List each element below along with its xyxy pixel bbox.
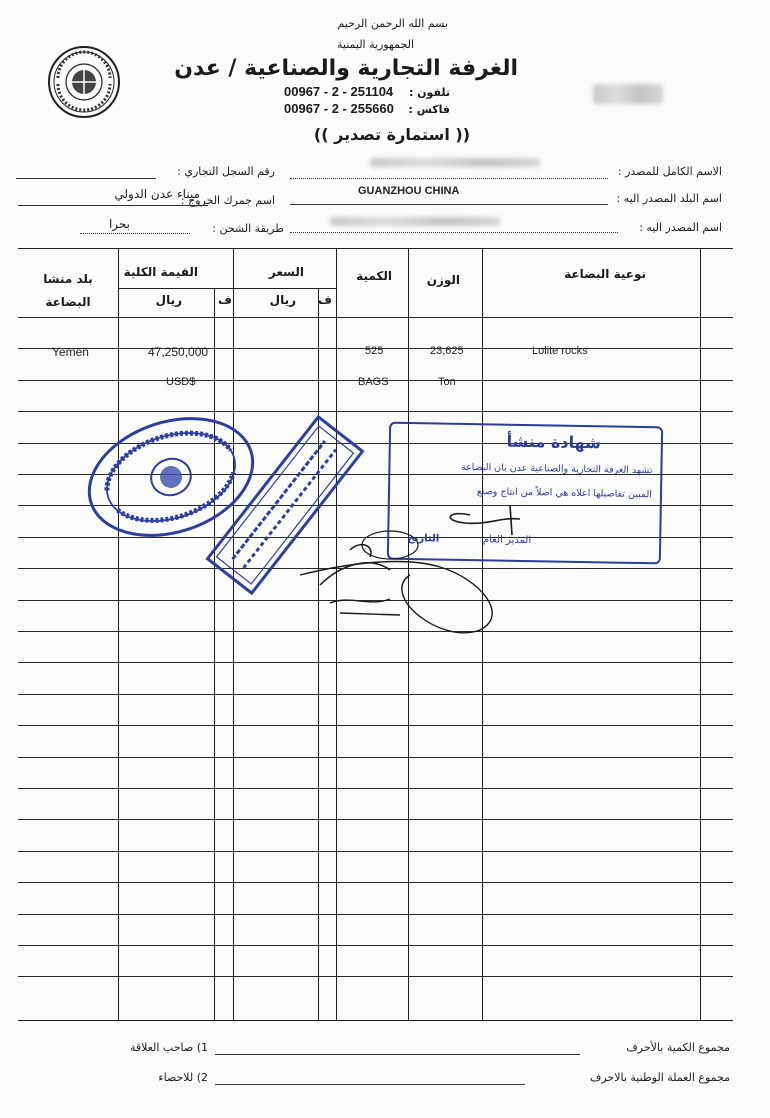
col-line-2 (233, 248, 234, 1020)
destination-country-value: GUANZHOU CHINA (358, 185, 460, 197)
importer-line (290, 232, 618, 233)
certificate-line1: تشهد الغرفة التجارية والصناعية عدن بان البضاعة (460, 461, 653, 477)
certificate-title: شهادة منشأ (506, 431, 602, 453)
redacted-header (593, 84, 663, 104)
total-currency-words-line (215, 1084, 525, 1085)
header-price-riyal: ريال (269, 293, 296, 307)
table-row-line (18, 819, 733, 820)
header-goods-type: نوعية البضاعة (564, 267, 646, 281)
header-total-value: القيمة الكلية (123, 265, 198, 279)
total-currency-words-label: مجموع العملة الوطنية بالاحرف (589, 1071, 730, 1084)
header-subdivider (118, 288, 336, 289)
exporter-value-redacted (370, 158, 540, 167)
certificate-date: التاريخ (407, 532, 440, 545)
shipping-value: بحرا (108, 217, 130, 231)
table-row-line (18, 694, 733, 695)
row2-quantity-unit: BAGS (358, 376, 389, 388)
header-price: السعر (268, 265, 304, 279)
total-quantity-words-label: مجموع الكمية بالأحرف (626, 1041, 730, 1054)
table-row-line (18, 662, 733, 663)
register-line (16, 178, 156, 179)
total-quantity-words-line (215, 1054, 580, 1055)
row2-currency: USD$ (166, 376, 196, 388)
chamber-logo (46, 44, 122, 120)
table-row-line (18, 317, 733, 318)
table-row-line (18, 757, 733, 758)
exporter-label: الاسم الكامل للمصدر : (617, 165, 722, 178)
signature-scribbles (280, 495, 540, 645)
certificate-director: المدير العام (482, 534, 532, 547)
copy2-label: 2) للاحصاء (158, 1071, 208, 1084)
customs-line (18, 205, 208, 206)
header-total-fils: ف (218, 293, 232, 307)
table-top-border (18, 248, 733, 249)
header-price-fils: ف (318, 293, 332, 307)
table-row-line (18, 851, 733, 852)
header-origin: بلد منشا البضاعة (43, 272, 93, 309)
importer-label: اسم المصدر اليه : (639, 221, 722, 234)
destination-country-label: اسم البلد المصدر اليه : (616, 192, 722, 205)
shipping-label: طريقة الشحن : (212, 222, 284, 235)
row1-weight: 23,625 (430, 345, 464, 357)
header-quantity: الكمية (356, 269, 392, 283)
customs-value: ميناء عدن الدولي (114, 187, 200, 201)
customs-label: اسم جمرك الخروج : (180, 194, 275, 207)
copy1-label: 1) صاحب العلاقة (129, 1041, 208, 1054)
col-line-2a (214, 288, 215, 1020)
phone-label: تلفون : (408, 86, 450, 99)
table-row-line (18, 914, 733, 915)
row1-goods: Lolite rocks (532, 345, 588, 357)
row1-total: 47,250,000 (148, 345, 209, 359)
table-row-line (18, 725, 733, 726)
register-label: رقم السجل التجاري : (177, 165, 275, 178)
destination-country-line (290, 204, 608, 205)
shipping-line (80, 233, 190, 234)
certificate-line2: المبين تفاصيلها اعلاه هي اصلاً من انتاج وصنع (476, 486, 653, 501)
chamber-name: الغرفة التجارية والصناعية / عدن (174, 56, 518, 81)
table-row-line (18, 976, 733, 977)
col-line-3a (318, 288, 319, 1020)
row1-origin: Yemen (52, 345, 89, 359)
form-title: (( استمارة تصدير )) (313, 125, 470, 144)
row1-quantity: 525 (365, 345, 384, 357)
fax-label: فاكس : (408, 103, 450, 116)
exporter-line (290, 178, 608, 179)
importer-value-redacted (330, 217, 500, 226)
table-bottom-border (18, 1020, 733, 1021)
phone-number: 00967 - 2 - 251104 (284, 84, 394, 99)
republic-name: الجمهورية اليمنية (336, 38, 414, 51)
row2-weight-unit: Ton (438, 376, 456, 388)
col-line-6 (700, 248, 701, 1020)
basmala: بسم الله الرحمن الرحيم (337, 17, 448, 30)
table-row-line (18, 882, 733, 883)
table-row-line (18, 945, 733, 946)
header-total-riyal: ريال (155, 293, 182, 307)
col-line-1 (118, 248, 119, 1020)
fax-number: 00967 - 2 - 255660 (284, 101, 394, 116)
header-weight: الوزن (426, 273, 460, 287)
table-row-line (18, 788, 733, 789)
